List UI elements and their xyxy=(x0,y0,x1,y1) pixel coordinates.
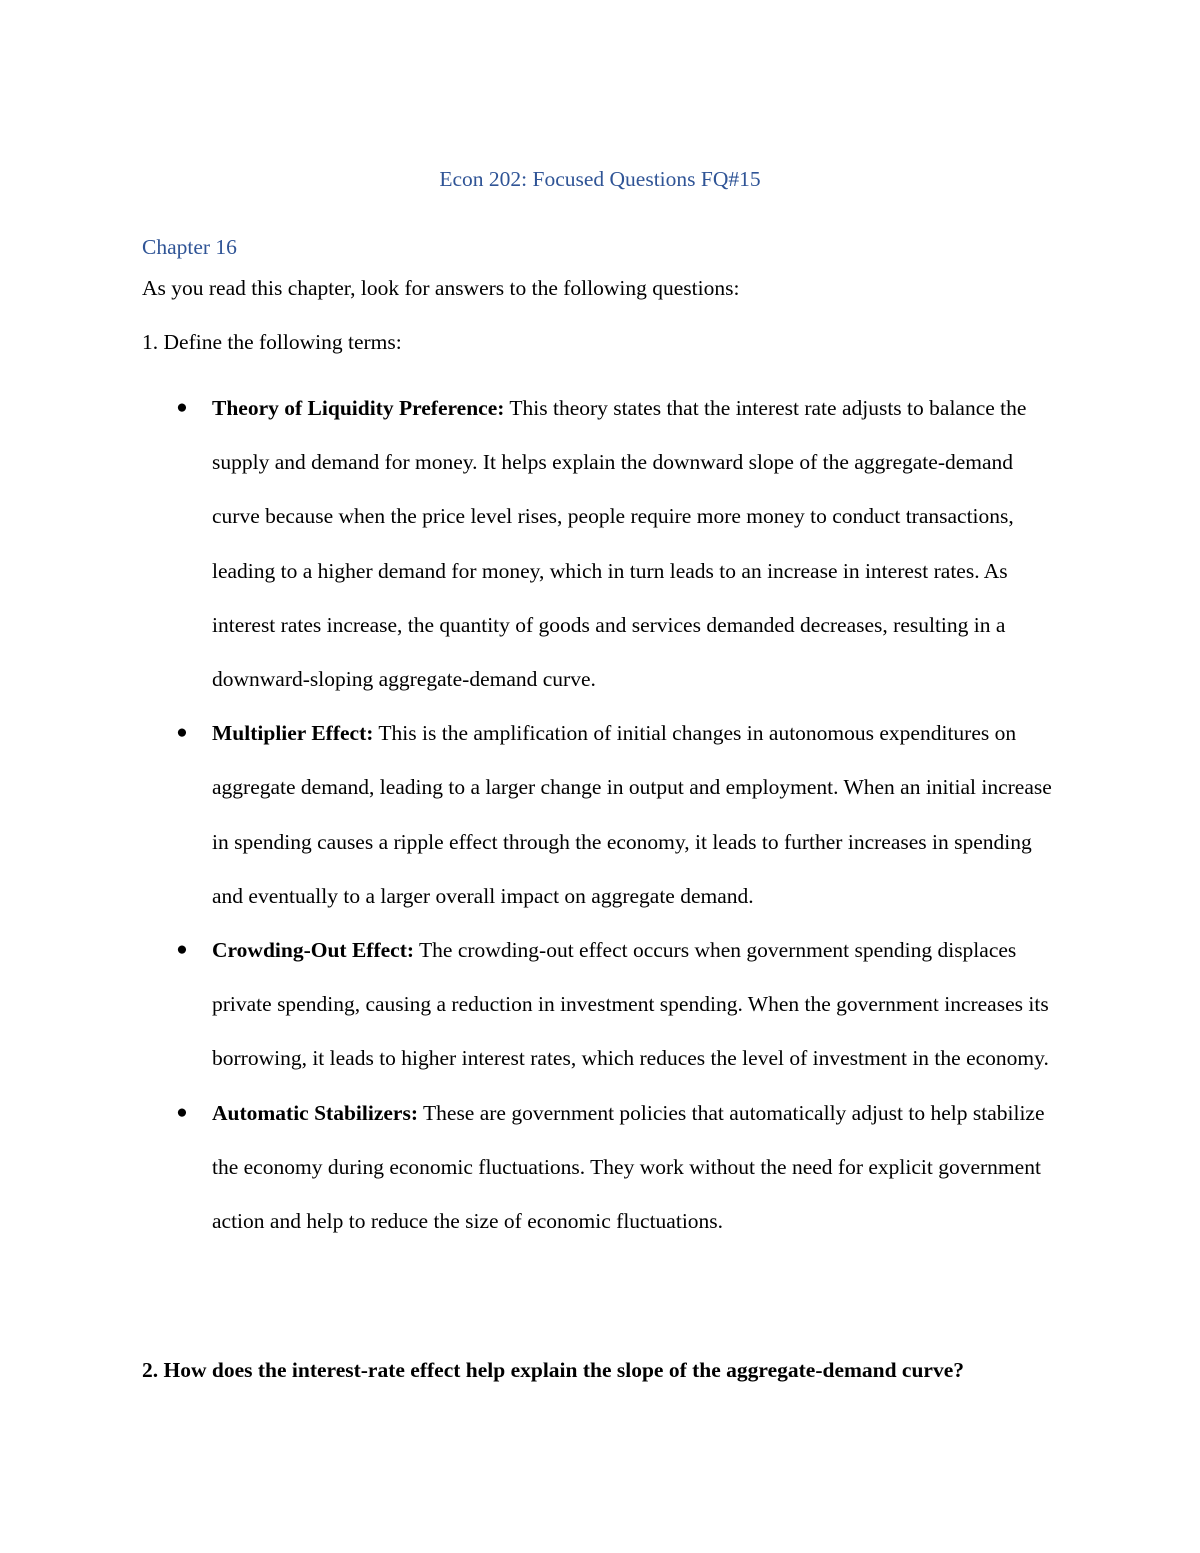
question-2: 2. How does the interest-rate effect help explain the slope of the aggregate-demand curve? xyxy=(142,1358,965,1382)
term-definition: These are government policies that automatically adjust to help stabilize the economy during economic fluctuations. They work without the need for explicit government action and help to reduce the size of economic fluctuations. xyxy=(212,1100,1045,1234)
list-item xyxy=(0,706,1052,923)
term-name: Automatic Stabilizers: xyxy=(212,1100,419,1125)
term-name: Crowding-Out Effect: xyxy=(212,938,415,963)
bullet-icon: ● xyxy=(176,1101,188,1123)
bullet-icon: ● xyxy=(176,939,188,961)
term-name: Theory of Liquidity Preference: xyxy=(212,396,505,420)
chapter-heading: Chapter 16 xyxy=(142,235,237,259)
term-definition: This theory states that the interest rate adjusts to balance the supply and demand for money. It helps explain the downward slope of the aggregate-demand curve because when the price level rises, people require more money to conduct transactions, leading to a higher demand for money, which in turn leads to an increase in interest rates. As interest rates increase, the quantity of goods and services demanded decreases, resulting in a downward-sloping aggregate-demand curve. xyxy=(212,396,1027,692)
list-item xyxy=(0,1086,1052,1249)
document-title: Econ 202: Focused Questions FQ#15 xyxy=(439,167,761,191)
list-item xyxy=(0,381,1052,706)
intro-text: As you read this chapter, look for answers to the following questions: xyxy=(142,276,740,300)
term-definition: The crowding-out effect occurs when government spending displaces private spending, causing a reduction in investment spending. When the government increases its borrowing, it leads to higher interest rates, which reduces the level of investment in the economy. xyxy=(212,938,1049,1071)
question-1: 1. Define the following terms: xyxy=(142,330,402,354)
bullet-icon: ● xyxy=(176,397,188,418)
term-definition: This is the amplification of initial changes in autonomous expenditures on aggregate demand, leading to a larger change in output and employment. When an initial increase in spending causes a ripple effect through the economy, it leads to further increases in spending and eventually to a larger overall impact on aggregate demand. xyxy=(212,721,1052,908)
term-name: Multiplier Effect: xyxy=(212,721,374,746)
bullet-icon: ● xyxy=(176,722,188,744)
terms-list xyxy=(0,381,1200,1248)
list-item xyxy=(0,923,1052,1086)
